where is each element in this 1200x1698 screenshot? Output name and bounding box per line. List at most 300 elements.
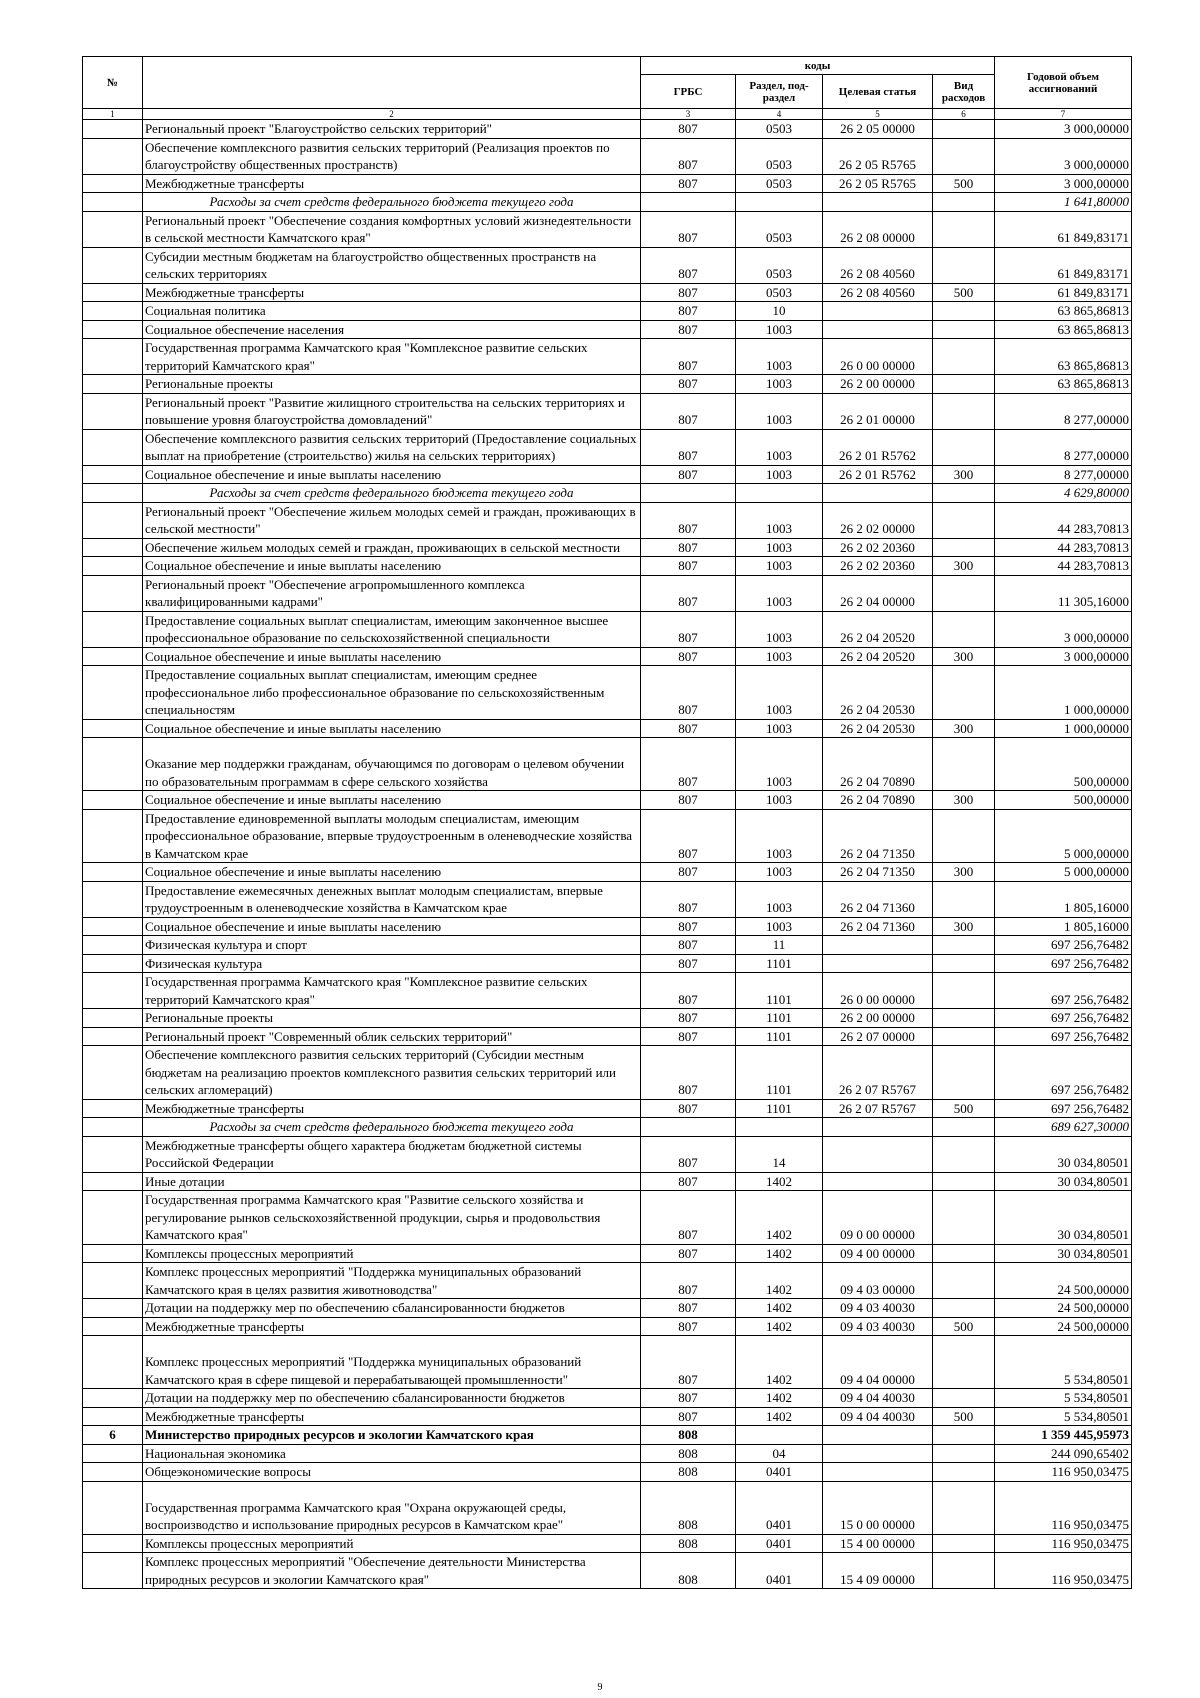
cell-sum: 61 849,83171 [995, 211, 1132, 247]
page-number: 9 [597, 1682, 603, 1693]
cell-name: Межбюджетные трансферты [143, 283, 641, 302]
cell-no [83, 738, 143, 791]
table-row [83, 1534, 1132, 1553]
cell-name: Обеспечение жильем молодых семей и граждан, проживающих в сельской местности [143, 538, 641, 557]
cell-sum: 24 500,00000 [995, 1317, 1132, 1336]
cell-vid [933, 302, 995, 321]
cell-razdel: 1402 [736, 1336, 823, 1389]
cell-razdel: 1003 [736, 719, 823, 738]
table-row [83, 1426, 1132, 1445]
cell-no [83, 1444, 143, 1463]
cell-no [83, 1407, 143, 1426]
table-row [83, 881, 1132, 917]
cell-name: Государственная программа Камчатского края "Комплексное развитие сельских территорий Камчатского края" [143, 973, 641, 1009]
cell-grbs: 807 [641, 1317, 736, 1336]
cell-no [83, 320, 143, 339]
table-row [83, 1463, 1132, 1482]
cell-razdel: 1402 [736, 1407, 823, 1426]
cell-name: Иные дотации [143, 1172, 641, 1191]
cell-sum: 30 034,80501 [995, 1191, 1132, 1245]
cell-no [83, 1534, 143, 1553]
cell-no [83, 575, 143, 611]
cell-no [83, 917, 143, 936]
table-row [83, 502, 1132, 538]
cell-sum: 244 090,65402 [995, 1444, 1132, 1463]
federal-note-row [83, 484, 1132, 503]
cell-razdel: 1003 [736, 393, 823, 429]
cell-name: Физическая культура [143, 954, 641, 973]
cell-sum: 697 256,76482 [995, 1099, 1132, 1118]
cell-grbs: 807 [641, 719, 736, 738]
cell-grbs: 807 [641, 1136, 736, 1172]
cell-grbs: 807 [641, 174, 736, 193]
cell-name: Министерство природных ресурсов и экологии Камчатского края [143, 1426, 641, 1445]
cell-vid [933, 954, 995, 973]
cell-no [83, 247, 143, 283]
cell-grbs: 808 [641, 1426, 736, 1445]
cell-no [83, 429, 143, 465]
cell-name: Межбюджетные трансферты [143, 1099, 641, 1118]
cell-vid: 300 [933, 557, 995, 576]
cell-name: Социальное обеспечение и иные выплаты населению [143, 557, 641, 576]
cell-celevaya: 26 2 04 70890 [823, 791, 933, 810]
cell-no [83, 465, 143, 484]
cell-sum: 697 256,76482 [995, 1046, 1132, 1100]
table-row [83, 666, 1132, 720]
cell-name: Региональный проект "Современный облик сельских территорий" [143, 1027, 641, 1046]
cell-vid [933, 393, 995, 429]
table-row [83, 1172, 1132, 1191]
header-godovoy: Годовой объем ассигнований [995, 57, 1132, 109]
cell-celevaya: 26 2 02 00000 [823, 502, 933, 538]
cell-vid [933, 211, 995, 247]
cell-razdel: 1101 [736, 1046, 823, 1100]
cell-razdel [736, 484, 823, 503]
cell-sum: 3 000,00000 [995, 647, 1132, 666]
cell-grbs: 807 [641, 917, 736, 936]
cell-name: Региональные проекты [143, 1009, 641, 1028]
cell-grbs: 808 [641, 1534, 736, 1553]
cell-celevaya: 09 4 03 00000 [823, 1263, 933, 1299]
cell-celevaya: 26 2 04 20530 [823, 666, 933, 720]
cell-name: Субсидии местным бюджетам на благоустройство общественных пространств на сельских территориях [143, 247, 641, 283]
cell-sum: 5 000,00000 [995, 809, 1132, 863]
cell-grbs [641, 1118, 736, 1137]
cell-no [83, 1317, 143, 1336]
cell-vid: 300 [933, 719, 995, 738]
cell-sum: 1 359 445,95973 [995, 1426, 1132, 1445]
header-codes: коды [641, 57, 995, 75]
cell-celevaya: 26 2 05 R5765 [823, 138, 933, 174]
cell-no [83, 1118, 143, 1137]
cell-sum: 44 283,70813 [995, 502, 1132, 538]
cell-grbs: 807 [641, 1172, 736, 1191]
cell-grbs: 807 [641, 302, 736, 321]
header-celevaya: Целевая статья [823, 75, 933, 109]
cell-name: Государственная программа Камчатского края "Развитие сельского хозяйства и регулирование рынков сельскохозяйственной продукции, сырья и продовольствия Камчатского края" [143, 1191, 641, 1245]
cell-name: Социальное обеспечение и иные выплаты населению [143, 647, 641, 666]
table-row [83, 1027, 1132, 1046]
cell-grbs: 807 [641, 1191, 736, 1245]
cell-vid: 300 [933, 465, 995, 484]
cell-grbs: 807 [641, 375, 736, 394]
cell-razdel: 1003 [736, 666, 823, 720]
cell-name: Межбюджетные трансферты [143, 1407, 641, 1426]
cell-grbs: 807 [641, 791, 736, 810]
cell-vid [933, 120, 995, 139]
federal-note-row [83, 1118, 1132, 1137]
cell-sum: 116 950,03475 [995, 1534, 1132, 1553]
cell-no [83, 393, 143, 429]
cell-celevaya [823, 1118, 933, 1137]
cell-celevaya: 26 2 01 R5762 [823, 465, 933, 484]
cell-vid [933, 320, 995, 339]
cell-grbs: 807 [641, 1263, 736, 1299]
table-body [83, 120, 1132, 1589]
cell-vid [933, 666, 995, 720]
cell-sum: 1 641,80000 [995, 193, 1132, 212]
cell-sum: 5 534,80501 [995, 1407, 1132, 1426]
cell-no [83, 1136, 143, 1172]
cell-grbs: 807 [641, 1244, 736, 1263]
cell-vid [933, 1046, 995, 1100]
cell-celevaya: 09 4 04 00000 [823, 1336, 933, 1389]
cell-celevaya: 26 2 04 71350 [823, 863, 933, 882]
cell-razdel: 1003 [736, 881, 823, 917]
cell-vid [933, 1389, 995, 1408]
table-row [83, 393, 1132, 429]
cell-no [83, 1553, 143, 1589]
colnum-2: 2 [143, 109, 641, 120]
table-row [83, 719, 1132, 738]
cell-celevaya [823, 936, 933, 955]
cell-sum: 1 805,16000 [995, 881, 1132, 917]
cell-grbs: 807 [641, 1046, 736, 1100]
cell-name: Обеспечение комплексного развития сельских территорий (Реализация проектов по благоустройству общественных пространств) [143, 138, 641, 174]
table-row [83, 1299, 1132, 1318]
cell-no [83, 484, 143, 503]
cell-razdel: 1003 [736, 611, 823, 647]
cell-no [83, 193, 143, 212]
cell-sum: 1 000,00000 [995, 719, 1132, 738]
cell-name: Предоставление единовременной выплаты молодым специалистам, имеющим профессиональное образование, впервые трудоустроенным в оленеводческие хозяйства в Камчатском крае [143, 809, 641, 863]
table-row [83, 863, 1132, 882]
table-row [83, 283, 1132, 302]
cell-razdel: 14 [736, 1136, 823, 1172]
colnum-3: 3 [641, 109, 736, 120]
table-header [83, 57, 1132, 120]
table-row [83, 120, 1132, 139]
table-row [83, 557, 1132, 576]
cell-celevaya [823, 1444, 933, 1463]
table-row [83, 791, 1132, 810]
cell-sum: 5 534,80501 [995, 1389, 1132, 1408]
cell-celevaya [823, 193, 933, 212]
cell-name: Комплекс процессных мероприятий "Поддержка муниципальных образований Камчатского края в сфере пищевой и перерабатывающей промышленности" [143, 1336, 641, 1389]
cell-grbs [641, 484, 736, 503]
cell-sum: 3 000,00000 [995, 138, 1132, 174]
cell-vid [933, 1481, 995, 1534]
cell-vid [933, 1136, 995, 1172]
cell-vid [933, 247, 995, 283]
table-row [83, 738, 1132, 791]
cell-grbs: 808 [641, 1444, 736, 1463]
cell-sum: 44 283,70813 [995, 538, 1132, 557]
cell-celevaya: 26 2 08 00000 [823, 211, 933, 247]
cell-celevaya: 26 2 00 00000 [823, 1009, 933, 1028]
cell-grbs: 807 [641, 1299, 736, 1318]
cell-vid [933, 1463, 995, 1482]
cell-no [83, 1263, 143, 1299]
cell-grbs: 807 [641, 1027, 736, 1046]
cell-vid [933, 1172, 995, 1191]
cell-grbs: 807 [641, 138, 736, 174]
cell-vid: 300 [933, 917, 995, 936]
cell-celevaya: 26 2 07 R5767 [823, 1099, 933, 1118]
cell-sum: 697 256,76482 [995, 1009, 1132, 1028]
cell-name: Национальная экономика [143, 1444, 641, 1463]
table-row [83, 538, 1132, 557]
cell-grbs: 807 [641, 809, 736, 863]
cell-name: Комплекс процессных мероприятий "Обеспечение деятельности Министерства природных ресурсов и экологии Камчатского края" [143, 1553, 641, 1589]
cell-name: Дотации на поддержку мер по обеспечению сбалансированности бюджетов [143, 1389, 641, 1408]
cell-celevaya: 26 2 02 20360 [823, 557, 933, 576]
cell-name: Оказание мер поддержки гражданам, обучающимся по договорам о целевом обучении по образовательным программам в сфере сельского хозяйства [143, 738, 641, 791]
cell-name: Социальная политика [143, 302, 641, 321]
cell-celevaya [823, 1172, 933, 1191]
cell-grbs [641, 193, 736, 212]
cell-name: Региональный проект "Обеспечение жильем молодых семей и граждан, проживающих в сельской местности" [143, 502, 641, 538]
cell-celevaya: 09 4 04 40030 [823, 1389, 933, 1408]
cell-name: Предоставление социальных выплат специалистам, имеющим законченное высшее профессиональное образование по сельскохозяйственной специальности [143, 611, 641, 647]
cell-grbs: 807 [641, 502, 736, 538]
cell-razdel: 1402 [736, 1299, 823, 1318]
cell-vid: 300 [933, 863, 995, 882]
cell-razdel [736, 1118, 823, 1137]
cell-no [83, 1481, 143, 1534]
cell-vid: 500 [933, 283, 995, 302]
cell-name: Межбюджетные трансферты [143, 174, 641, 193]
table-row [83, 1444, 1132, 1463]
table-row [83, 1553, 1132, 1589]
cell-razdel: 1402 [736, 1244, 823, 1263]
colnum-4: 4 [736, 109, 823, 120]
cell-sum: 689 627,30000 [995, 1118, 1132, 1137]
cell-no [83, 809, 143, 863]
cell-grbs: 807 [641, 647, 736, 666]
cell-no [83, 1046, 143, 1100]
cell-vid [933, 738, 995, 791]
table-row [83, 1191, 1132, 1245]
cell-celevaya: 26 2 05 00000 [823, 120, 933, 139]
cell-name: Комплекс процессных мероприятий "Поддержка муниципальных образований Камчатского края в целях развития животноводства" [143, 1263, 641, 1299]
cell-grbs: 807 [641, 211, 736, 247]
cell-no [83, 211, 143, 247]
cell-razdel: 1003 [736, 791, 823, 810]
cell-no [83, 1463, 143, 1482]
cell-no [83, 538, 143, 557]
cell-celevaya: 15 0 00 00000 [823, 1481, 933, 1534]
cell-razdel: 1402 [736, 1172, 823, 1191]
header-grbs: ГРБС [641, 75, 736, 109]
table-row [83, 339, 1132, 375]
cell-sum: 44 283,70813 [995, 557, 1132, 576]
cell-razdel: 1003 [736, 538, 823, 557]
table-row [83, 1336, 1132, 1389]
cell-no: 6 [83, 1426, 143, 1445]
header-no: № [83, 57, 143, 109]
cell-grbs: 807 [641, 954, 736, 973]
cell-sum: 1 000,00000 [995, 666, 1132, 720]
cell-sum: 30 034,80501 [995, 1136, 1132, 1172]
cell-razdel: 0401 [736, 1534, 823, 1553]
cell-vid: 500 [933, 1407, 995, 1426]
cell-razdel: 1003 [736, 375, 823, 394]
cell-name: Социальное обеспечение и иные выплаты населению [143, 917, 641, 936]
cell-vid [933, 339, 995, 375]
cell-celevaya [823, 320, 933, 339]
cell-vid [933, 1009, 995, 1028]
table-row [83, 211, 1132, 247]
cell-no [83, 719, 143, 738]
cell-no [83, 557, 143, 576]
cell-no [83, 1099, 143, 1118]
cell-vid [933, 1244, 995, 1263]
cell-sum: 116 950,03475 [995, 1481, 1132, 1534]
cell-grbs: 807 [641, 1389, 736, 1408]
cell-celevaya [823, 1426, 933, 1445]
cell-celevaya: 26 2 01 00000 [823, 393, 933, 429]
cell-name: Социальное обеспечение и иные выплаты населению [143, 719, 641, 738]
cell-celevaya: 26 2 04 70890 [823, 738, 933, 791]
table-row [83, 375, 1132, 394]
cell-razdel [736, 193, 823, 212]
cell-razdel: 0503 [736, 247, 823, 283]
cell-name: Региональный проект "Благоустройство сельских территорий" [143, 120, 641, 139]
cell-no [83, 174, 143, 193]
cell-vid: 300 [933, 647, 995, 666]
cell-razdel: 1003 [736, 320, 823, 339]
cell-sum: 116 950,03475 [995, 1553, 1132, 1589]
table-row [83, 174, 1132, 193]
cell-name: Социальное обеспечение и иные выплаты населению [143, 863, 641, 882]
cell-sum: 500,00000 [995, 791, 1132, 810]
cell-vid [933, 1027, 995, 1046]
cell-celevaya: 09 4 04 40030 [823, 1407, 933, 1426]
cell-sum: 5 534,80501 [995, 1336, 1132, 1389]
cell-sum: 61 849,83171 [995, 283, 1132, 302]
cell-no [83, 863, 143, 882]
cell-celevaya: 26 2 04 71350 [823, 809, 933, 863]
cell-grbs: 807 [641, 1099, 736, 1118]
cell-grbs: 807 [641, 247, 736, 283]
cell-sum: 3 000,00000 [995, 174, 1132, 193]
cell-grbs: 807 [641, 339, 736, 375]
cell-vid [933, 1444, 995, 1463]
cell-razdel: 11 [736, 936, 823, 955]
cell-sum: 61 849,83171 [995, 247, 1132, 283]
table-row [83, 465, 1132, 484]
cell-no [83, 936, 143, 955]
cell-sum: 30 034,80501 [995, 1172, 1132, 1191]
cell-grbs: 807 [641, 538, 736, 557]
cell-no [83, 1336, 143, 1389]
cell-name: Дотации на поддержку мер по обеспечению сбалансированности бюджетов [143, 1299, 641, 1318]
table-row [83, 302, 1132, 321]
cell-no [83, 120, 143, 139]
cell-razdel: 1003 [736, 738, 823, 791]
cell-grbs: 807 [641, 666, 736, 720]
cell-no [83, 1389, 143, 1408]
cell-celevaya: 26 2 04 20530 [823, 719, 933, 738]
cell-sum: 30 034,80501 [995, 1244, 1132, 1263]
table-row [83, 1481, 1132, 1534]
table-row [83, 138, 1132, 174]
cell-name: Межбюджетные трансферты общего характера бюджетам бюджетной системы Российской Федерации [143, 1136, 641, 1172]
cell-name: Расходы за счет средств федерального бюджета текущего года [143, 484, 641, 503]
cell-vid [933, 936, 995, 955]
cell-no [83, 302, 143, 321]
table-row [83, 1317, 1132, 1336]
table-row [83, 1263, 1132, 1299]
cell-razdel: 10 [736, 302, 823, 321]
cell-vid [933, 1553, 995, 1589]
cell-razdel: 0503 [736, 138, 823, 174]
cell-celevaya: 26 0 00 00000 [823, 339, 933, 375]
cell-no [83, 1191, 143, 1245]
cell-name: Региональный проект "Развитие жилищного строительства на сельских территориях и повышение уровня благоустройства домовладений" [143, 393, 641, 429]
cell-vid [933, 809, 995, 863]
cell-sum: 63 865,86813 [995, 375, 1132, 394]
cell-grbs: 807 [641, 429, 736, 465]
table-row [83, 1046, 1132, 1100]
cell-vid [933, 1263, 995, 1299]
cell-grbs: 807 [641, 393, 736, 429]
cell-name: Комплексы процессных мероприятий [143, 1534, 641, 1553]
cell-no [83, 954, 143, 973]
cell-razdel: 1402 [736, 1263, 823, 1299]
cell-razdel: 1003 [736, 917, 823, 936]
colnum-6: 6 [933, 109, 995, 120]
cell-name: Физическая культура и спорт [143, 936, 641, 955]
cell-celevaya [823, 302, 933, 321]
cell-razdel: 0503 [736, 120, 823, 139]
cell-name: Предоставление социальных выплат специалистам, имеющим среднее профессиональное либо профессиональное образование по сельскохозяйственным специальностям [143, 666, 641, 720]
cell-vid [933, 375, 995, 394]
cell-name: Расходы за счет средств федерального бюджета текущего года [143, 193, 641, 212]
cell-vid [933, 1299, 995, 1318]
cell-name: Региональный проект "Обеспечение агропромышленного комплекса квалифицированными кадрами" [143, 575, 641, 611]
cell-celevaya: 26 2 05 R5765 [823, 174, 933, 193]
cell-celevaya: 26 2 04 71360 [823, 881, 933, 917]
cell-razdel: 0401 [736, 1481, 823, 1534]
cell-no [83, 339, 143, 375]
table-row [83, 611, 1132, 647]
cell-vid [933, 973, 995, 1009]
table-row [83, 575, 1132, 611]
cell-no [83, 647, 143, 666]
colnum-7: 7 [995, 109, 1132, 120]
cell-sum: 697 256,76482 [995, 973, 1132, 1009]
cell-vid [933, 1426, 995, 1445]
cell-razdel: 1402 [736, 1317, 823, 1336]
colnum-5: 5 [823, 109, 933, 120]
cell-vid [933, 1118, 995, 1137]
table-row [83, 320, 1132, 339]
cell-grbs: 807 [641, 936, 736, 955]
table-row [83, 1136, 1132, 1172]
cell-celevaya: 26 2 08 40560 [823, 283, 933, 302]
